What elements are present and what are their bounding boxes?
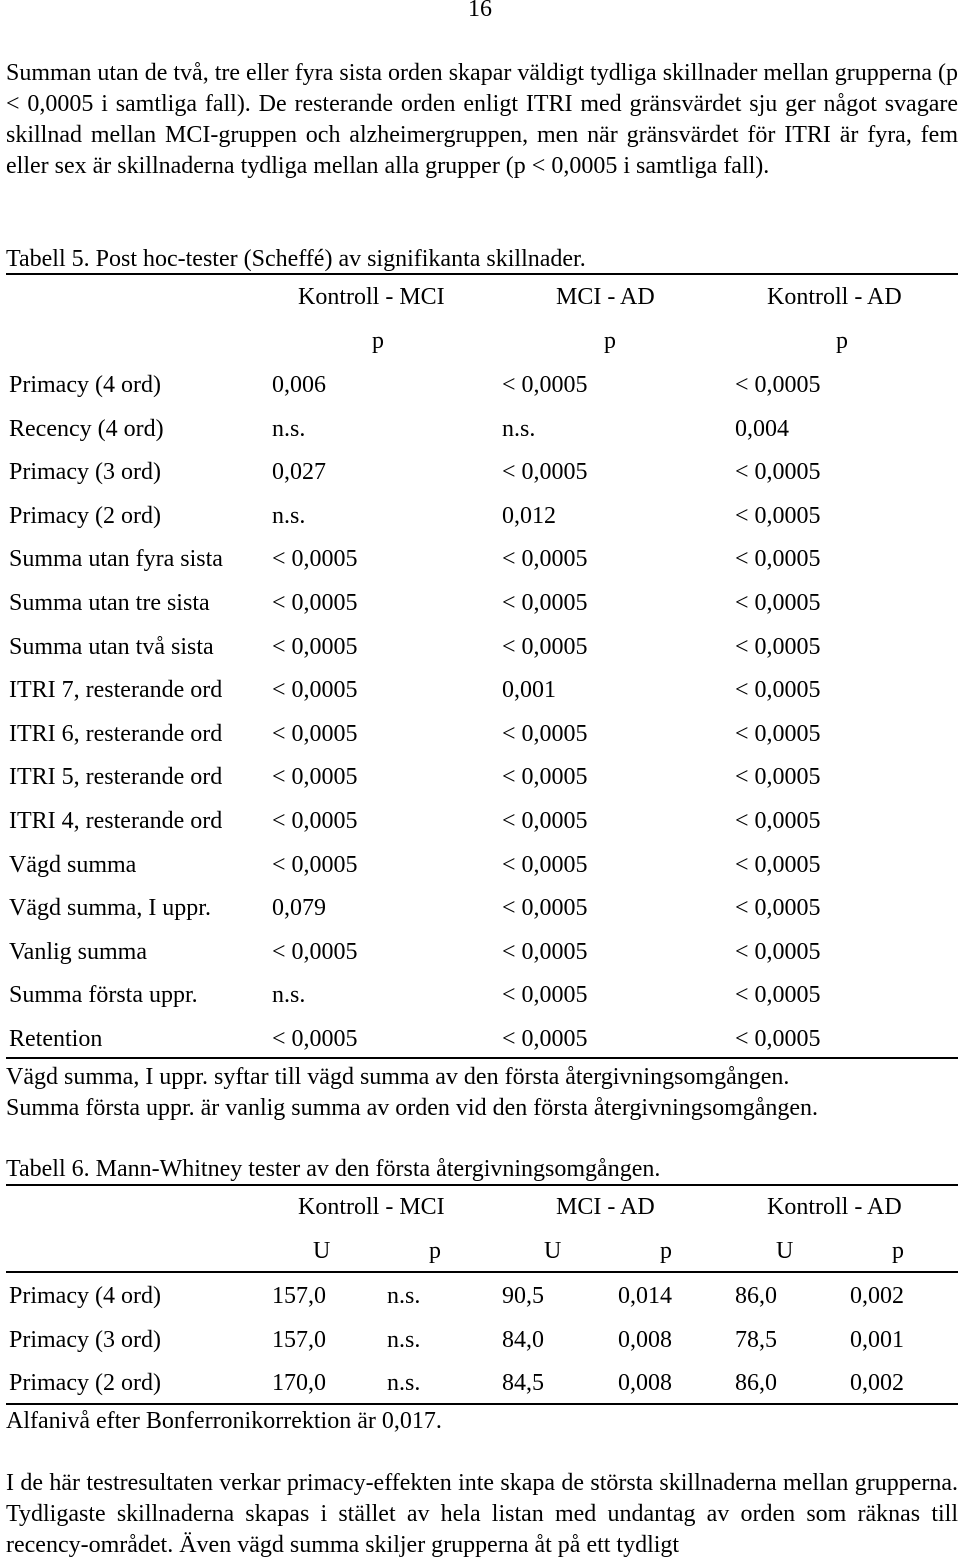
table5-row-value: 0,027 <box>272 459 326 486</box>
table6-row-value: n.s. <box>387 1370 421 1396</box>
table5-row-value: < 0,0005 <box>735 546 821 573</box>
table5-row-value: n.s. <box>272 502 306 529</box>
table5-row-label: ITRI 5, resterande ord <box>9 764 223 791</box>
table5-row-value: < 0,0005 <box>272 633 358 660</box>
table5-row-value: < 0,0005 <box>735 372 821 398</box>
paragraph-bottom: I de här testresultaten verkar primacy-effekten inte skapa de största skillnaderna mellan grupperna. Tydligaste skillnaderna skapas i stället av hela listan med undantag av orden som räknas till recency-området. Även vägd summa skiljer grupperna åt på ett tydligt <box>6 1470 958 1558</box>
table5-subheader-p-2: p <box>604 328 616 354</box>
table5-note-1: Vägd summa, I uppr. syftar till vägd summa av den första återgivningsomgången. <box>6 1064 790 1090</box>
table5-row-value: 0,079 <box>272 895 326 922</box>
table5-row-label: Vanlig summa <box>9 938 147 965</box>
table5-note-2: Summa första uppr. är vanlig summa av orden vid den första återgivningsomgången. <box>6 1095 819 1121</box>
table5-header-mci-ad: MCI - AD <box>556 284 655 310</box>
table6-row-value: 0,014 <box>618 1283 672 1309</box>
table6-row-value: n.s. <box>387 1326 421 1353</box>
table5-row-value: < 0,0005 <box>502 720 588 747</box>
table5-row-label: Vägd summa, I uppr. <box>9 895 211 922</box>
table5-row-value: < 0,0005 <box>502 895 588 922</box>
table5-row-value: n.s. <box>502 415 536 442</box>
table5-row-value: < 0,0005 <box>272 1026 358 1052</box>
table5-row-value: 0,004 <box>735 415 789 442</box>
table6-row-value: 90,5 <box>502 1283 544 1309</box>
table5-row-value: < 0,0005 <box>502 546 588 573</box>
table5-row-label: Vägd summa <box>9 851 137 878</box>
table6-row-value: 84,0 <box>502 1326 544 1353</box>
table5-row-value: < 0,0005 <box>735 808 821 834</box>
table6-row-label: Primacy (2 ord) <box>9 1370 161 1396</box>
table6-subheader-u-2: U <box>544 1238 562 1264</box>
table6-row-value: 86,0 <box>735 1283 777 1309</box>
table5-row-label: ITRI 4, resterande ord <box>9 808 223 834</box>
table5-row-value: 0,006 <box>272 372 326 398</box>
table5-row-label: Summa första uppr. <box>9 982 198 1009</box>
table6-mid-rule <box>6 1271 958 1273</box>
table6-header-kontroll-mci: Kontroll - MCI <box>298 1194 445 1220</box>
table5-row-value: n.s. <box>272 982 306 1009</box>
table5-row-value: < 0,0005 <box>735 851 821 878</box>
table5-caption: Tabell 5. Post hoc-tester (Scheffé) av signifikanta skillnader. <box>6 246 586 272</box>
table6-row-value: 0,002 <box>850 1283 904 1309</box>
table6-row-value: 157,0 <box>272 1326 326 1353</box>
table6-top-rule <box>6 1184 958 1186</box>
table5-row-value: < 0,0005 <box>735 764 821 791</box>
table5-row-value: < 0,0005 <box>735 459 821 486</box>
table5-row-value: < 0,0005 <box>502 851 588 878</box>
table5-row-label: ITRI 6, resterande ord <box>9 720 223 747</box>
table5-row-value: < 0,0005 <box>502 938 588 965</box>
table6-caption: Tabell 6. Mann-Whitney tester av den första återgivningsomgången. <box>6 1156 661 1182</box>
table6-row-value: n.s. <box>387 1283 421 1309</box>
table5-row-value: < 0,0005 <box>502 764 588 791</box>
table6-bottom-rule <box>6 1403 958 1405</box>
table5-row-value: < 0,0005 <box>735 895 821 922</box>
table5-row-value: < 0,0005 <box>735 590 821 616</box>
table5-row-value: < 0,0005 <box>502 982 588 1009</box>
table5-row-value: < 0,0005 <box>272 677 358 704</box>
table5-row-label: Primacy (2 ord) <box>9 502 161 529</box>
table5-row-value: < 0,0005 <box>735 1026 821 1052</box>
table6-row-value: 0,008 <box>618 1370 672 1396</box>
table5-row-value: < 0,0005 <box>272 808 358 834</box>
table5-row-value: < 0,0005 <box>272 546 358 573</box>
table6-header-mci-ad: MCI - AD <box>556 1194 655 1220</box>
table6-subheader-p-2: p <box>660 1238 672 1264</box>
table5-header-kontroll-ad: Kontroll - AD <box>767 284 902 310</box>
table5-row-label: Recency (4 ord) <box>9 415 164 442</box>
table5-row-value: < 0,0005 <box>735 677 821 704</box>
table5-row-value: 0,001 <box>502 677 556 704</box>
table5-row-label: Summa utan två sista <box>9 633 214 660</box>
table6-header-kontroll-ad: Kontroll - AD <box>767 1194 902 1220</box>
table5-row-value: n.s. <box>272 415 306 442</box>
table5-row-value: < 0,0005 <box>502 633 588 660</box>
table6-subheader-p-1: p <box>429 1238 441 1264</box>
table5-row-value: 0,012 <box>502 502 556 529</box>
table5-bottom-rule <box>6 1057 958 1059</box>
table5-row-value: < 0,0005 <box>272 764 358 791</box>
table6-row-label: Primacy (3 ord) <box>9 1326 161 1353</box>
table5-row-value: < 0,0005 <box>735 720 821 747</box>
table5-top-rule <box>6 273 958 275</box>
paragraph-top: Summan utan de två, tre eller fyra sista orden skapar väldigt tydliga skillnader mellan grupperna (p < 0,0005 i samtliga fall). De resterande orden enligt ITRI med gränsvärdet sju ger något svagare skillnad mellan MCI-gruppen och alzheimergruppen, men när gränsvärdet för ITRI är fyra, fem eller sex är skillnaderna tydliga mellan alla grupper (p < 0,0005 i samtliga fall). <box>6 60 958 179</box>
table5-row-label: Summa utan tre sista <box>9 590 210 616</box>
table5-row-value: < 0,0005 <box>502 590 588 616</box>
table5-row-label: Primacy (3 ord) <box>9 459 161 486</box>
table6-row-value: 0,002 <box>850 1370 904 1396</box>
table5-row-value: < 0,0005 <box>272 590 358 616</box>
table6-subheader-p-3: p <box>892 1238 904 1264</box>
table5-row-value: < 0,0005 <box>272 938 358 965</box>
table5-row-label: ITRI 7, resterande ord <box>9 677 223 704</box>
table6-row-value: 0,001 <box>850 1326 904 1353</box>
table5-row-value: < 0,0005 <box>502 1026 588 1052</box>
table5-row-value: < 0,0005 <box>735 502 821 529</box>
table5-row-value: < 0,0005 <box>502 808 588 834</box>
table6-row-value: 84,5 <box>502 1370 544 1396</box>
table5-subheader-p-3: p <box>836 328 848 354</box>
table6-row-value: 86,0 <box>735 1370 777 1396</box>
table5-subheader-p-1: p <box>372 328 384 354</box>
table5-row-label: Summa utan fyra sista <box>9 546 223 573</box>
table5-row-label: Primacy (4 ord) <box>9 372 161 398</box>
table6-note: Alfanivå efter Bonferronikorrektion är 0,017. <box>6 1408 442 1434</box>
table5-row-value: < 0,0005 <box>502 372 588 398</box>
table5-row-value: < 0,0005 <box>735 982 821 1009</box>
table6-row-value: 78,5 <box>735 1326 777 1353</box>
table5-row-value: < 0,0005 <box>735 938 821 965</box>
page-number: 16 <box>468 0 492 22</box>
table6-row-label: Primacy (4 ord) <box>9 1283 161 1309</box>
table6-subheader-u-3: U <box>776 1238 794 1264</box>
table6-subheader-u-1: U <box>313 1238 331 1264</box>
table5-row-value: < 0,0005 <box>272 851 358 878</box>
table6-row-value: 157,0 <box>272 1283 326 1309</box>
table6-row-value: 0,008 <box>618 1326 672 1353</box>
table6-row-value: 170,0 <box>272 1370 326 1396</box>
table5-row-value: < 0,0005 <box>735 633 821 660</box>
table5-row-value: < 0,0005 <box>502 459 588 486</box>
table5-row-value: < 0,0005 <box>272 720 358 747</box>
table5-header-kontroll-mci: Kontroll - MCI <box>298 284 445 310</box>
table5-row-label: Retention <box>9 1026 103 1052</box>
